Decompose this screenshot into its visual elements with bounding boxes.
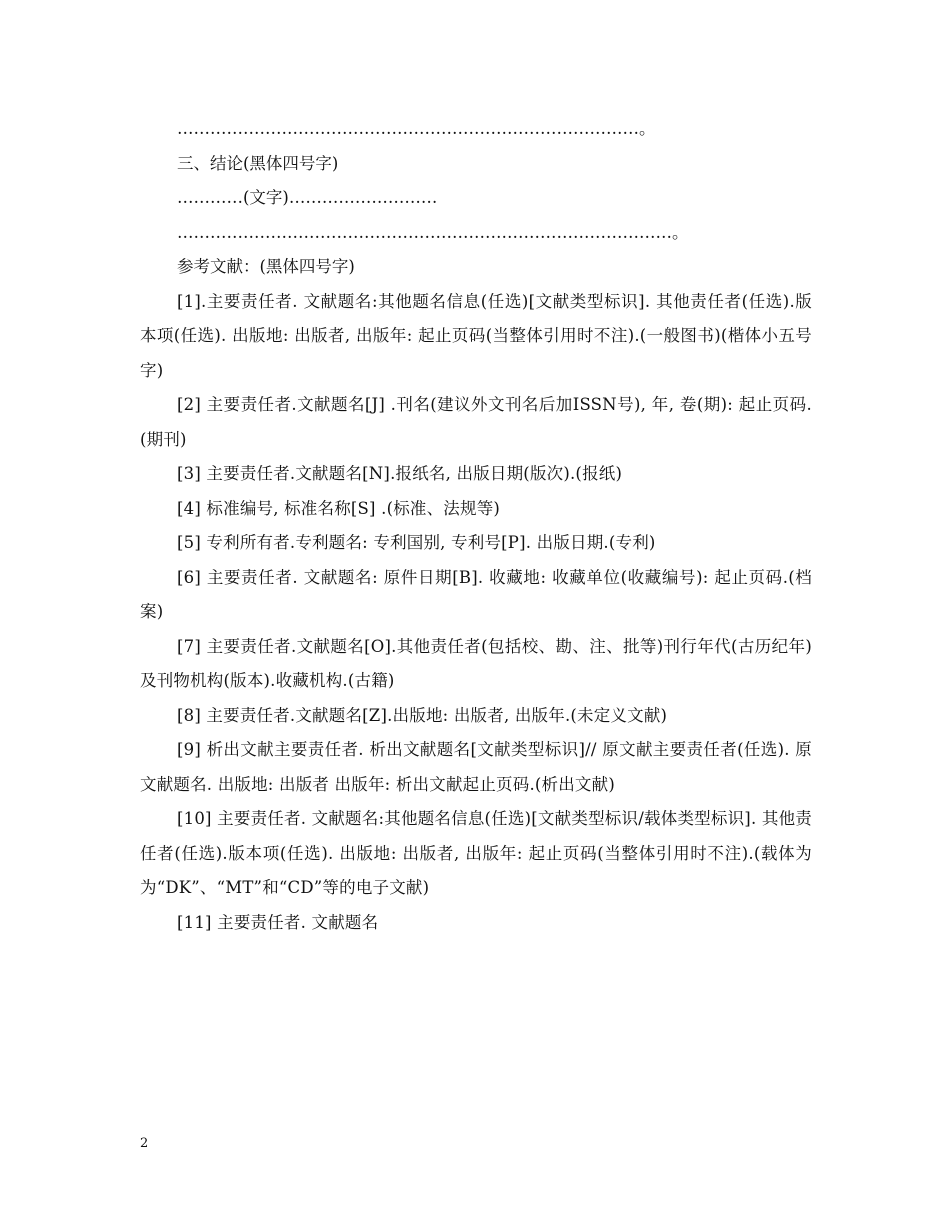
reference-item-1: [1].主要责任者. 文献题名:其他题名信息(任选)[文献类型标识]. 其他责任者(任选).版本项(任选). 出版地: 出版者, 出版年: 起止页码(当整体引用时不注).(一般图书)(楷体小五号字) [140,291,812,380]
reference-item-5: [5] 专利所有者.专利题名: 专利国别, 专利号[P]. 出版日期.(专利) [177,533,656,552]
dotted-text-line: …………………………………………………………………………。 [177,119,656,138]
section-heading-conclusion: 三、结论(黑体四号字) [177,153,339,173]
references-heading: 参考文献：(黑体四号字) [177,257,355,276]
reference-item-8: [8] 主要责任者.文献题名[Z].出版地: 出版者, 出版年.(未定义文献) [177,705,668,725]
document-body [140,112,812,940]
dotted-text-line: …………(文字)……………………… [177,188,438,207]
reference-item-4: [4] 标准编号, 标准名称[S] .(标准、法规等) [177,498,501,518]
page-number: 2 [140,1136,149,1151]
reference-item-10: [10] 主要责任者. 文献题名:其他题名信息(任选)[文献类型标识/载体类型标识]. 其他责任者(任选).版本项(任选). 出版地: 出版者, 出版年: 起止页码(当整体引用时不注).(载体为为“DK”、“MT”和“CD”等的电子文献) [140,809,812,897]
reference-item-3: [3] 主要责任者.文献题名[N].报纸名, 出版日期(版次).(报纸) [177,464,623,483]
dotted-text-line: ………………………………………………………………………………。 [177,222,689,242]
reference-item-6: [6] 主要责任者. 文献题名: 原件日期[B]. 收藏地: 收藏单位(收藏编号): 起止页码.(档案) [140,567,812,621]
reference-item-11: [11] 主要责任者. 文献题名 [177,912,379,932]
reference-item-2: [2] 主要责任者.文献题名[J] .刊名(建议外文刊名后加ISSN号), 年, 卷(期): 起止页码.(期刊) [140,395,812,449]
reference-item-7: [7] 主要责任者.文献题名[O].其他责任者(包括校、勘、注、批等)刊行年代(古历纪年)及刊物机构(版本).收藏机构.(古籍) [140,636,812,690]
reference-item-9: [9] 析出文献主要责任者. 析出文献题名[文献类型标识]// 原文献主要责任者(任选). 原文献题名. 出版地: 出版者 出版年: 析出文献起止页码.(析出文献) [140,740,812,794]
